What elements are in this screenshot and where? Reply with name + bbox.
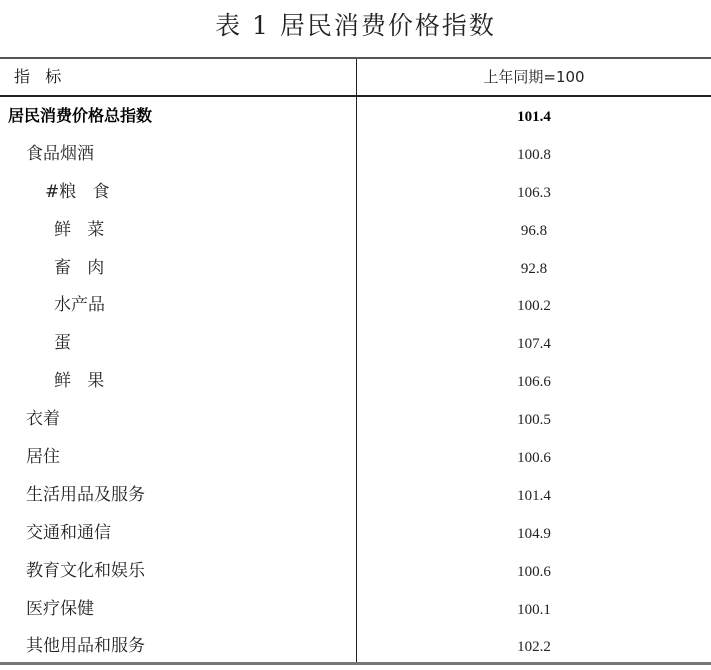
table-row: [0, 324, 711, 362]
row-value: 106.3: [517, 184, 551, 201]
row-value: 100.2: [517, 298, 551, 315]
header-value-column: 上年同期=100: [483, 68, 585, 86]
row-label: 居住: [26, 447, 60, 468]
row-value: 107.4: [517, 336, 551, 353]
table-row: [0, 97, 711, 135]
row-label: 蛋: [54, 333, 71, 354]
row-value: 101.4: [517, 487, 551, 504]
table-row: [0, 362, 711, 400]
table-title: 表 1 居民消费价格指数: [215, 11, 496, 40]
table-row: [0, 627, 711, 665]
table-body: [0, 97, 711, 665]
row-label: 生活用品及服务: [26, 484, 145, 505]
row-label: 水产品: [54, 295, 105, 316]
row-value: 100.8: [517, 146, 551, 163]
row-value: 100.6: [517, 450, 551, 467]
row-value: 104.9: [517, 525, 551, 542]
header-indicator: 指 标: [14, 67, 62, 86]
row-label: 鲜 菜: [54, 219, 105, 240]
row-label: 其他用品和服务: [26, 636, 145, 657]
row-value: 96.8: [520, 222, 548, 239]
table-row: [0, 173, 711, 211]
table-row: [0, 400, 711, 438]
table-row: [0, 211, 711, 249]
table-row: [0, 286, 711, 324]
table-row: [0, 249, 711, 287]
row-label: 医疗保健: [26, 598, 94, 619]
table-row: [0, 476, 711, 514]
row-label: #粮 食: [45, 181, 110, 202]
row-value: 100.1: [517, 601, 551, 618]
table-row: [0, 438, 711, 476]
row-label: 居民消费价格总指数: [8, 106, 153, 125]
row-label: 畜 肉: [54, 257, 105, 278]
cpi-table: [0, 57, 711, 664]
table-row: [0, 135, 711, 173]
table-row: [0, 590, 711, 628]
row-label: 教育文化和娱乐: [26, 560, 145, 581]
row-value: 100.6: [517, 563, 551, 580]
row-label: 食品烟酒: [26, 143, 94, 164]
row-value: 101.4: [517, 109, 551, 125]
row-value: 102.2: [517, 639, 551, 656]
table-row: [0, 514, 711, 552]
table-row: [0, 552, 711, 590]
row-label: 交通和通信: [26, 522, 111, 543]
row-value: 92.8: [520, 260, 548, 277]
row-value: 106.6: [517, 374, 551, 391]
row-value: 100.5: [517, 412, 551, 429]
row-label: 鲜 果: [54, 371, 105, 392]
row-label: 衣着: [26, 409, 60, 430]
